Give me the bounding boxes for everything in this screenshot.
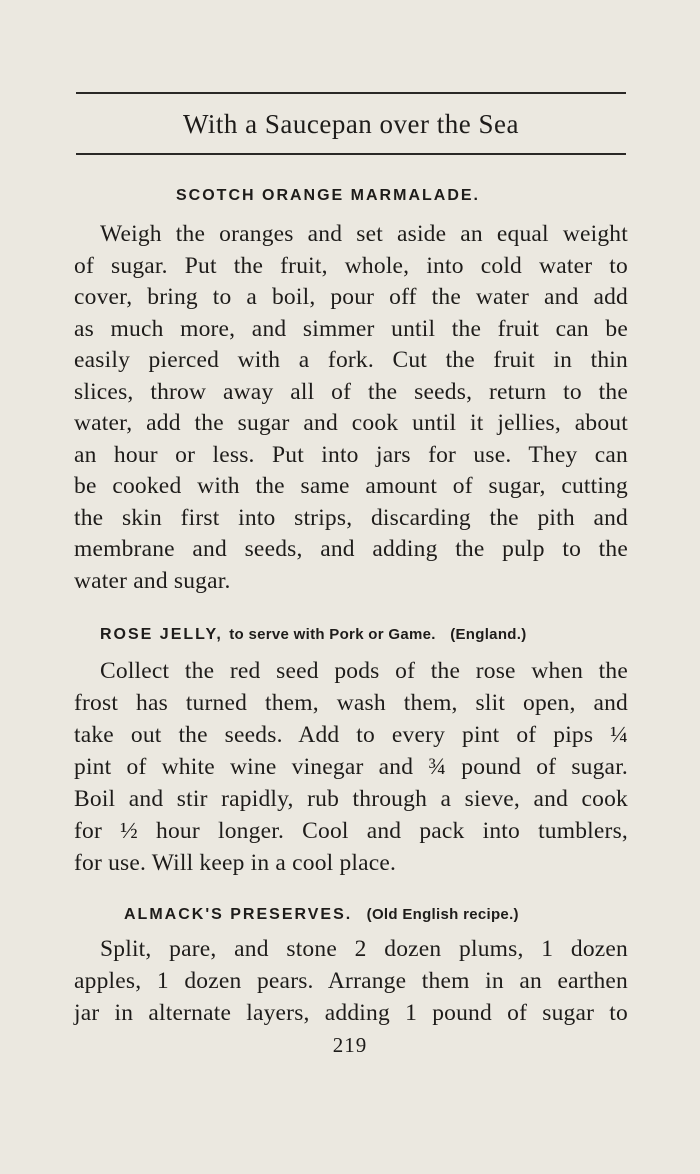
recipe-line: water and sugar. bbox=[74, 567, 231, 594]
recipe-title: SCOTCH ORANGE MARMALADE. bbox=[176, 187, 480, 204]
recipe-line: for use. Will keep in a cool place. bbox=[74, 850, 397, 876]
recipe-heading-scotch-orange-marmalade bbox=[176, 185, 480, 207]
recipe-line: an hour or less. Put into jars for use. They can bbox=[74, 441, 628, 468]
recipe-line: cover, bring to a boil, pour off the water and add bbox=[74, 284, 628, 310]
recipe-line: as much more, and simmer until the fruit can be bbox=[74, 315, 628, 342]
recipe-line: Boil and stir rapidly, rub through a sieve, and cook bbox=[74, 786, 628, 812]
recipe-line: be cooked with the same amount of sugar, cutting bbox=[74, 473, 628, 499]
recipe-origin-note: (Old English recipe.) bbox=[366, 906, 519, 923]
recipe-title: ROSE JELLY, bbox=[100, 626, 223, 643]
recipe-line: easily pierced with a fork. Cut the fruit in thin bbox=[74, 347, 628, 373]
page-number: 219 bbox=[332, 1033, 368, 1057]
recipe-line: take out the seeds. Add to every pint of pips ¼ bbox=[74, 722, 628, 748]
recipe-line: membrane and seeds, and adding the pulp to the bbox=[74, 536, 628, 562]
recipe-line: Collect the red seed pods of the rose when the bbox=[100, 658, 628, 684]
recipe-heading-almacks-preserves bbox=[124, 904, 519, 926]
running-head: With a Saucepan over the Sea bbox=[182, 109, 520, 139]
recipe-line: apples, 1 dozen pears. Arrange them in an earthen bbox=[74, 968, 628, 994]
recipe-line: for ½ hour longer. Cool and pack into tumblers, bbox=[74, 818, 628, 844]
recipe-title: ALMACK'S PRESERVES. bbox=[124, 906, 353, 923]
recipe-line: jar in alternate layers, adding 1 pound of sugar to bbox=[74, 1000, 628, 1026]
recipe-heading-rose-jelly bbox=[100, 624, 527, 646]
recipe-line: water, add the sugar and cook until it jellies, about bbox=[74, 410, 628, 436]
recipe-line: of sugar. Put the fruit, whole, into cold water to bbox=[74, 252, 628, 279]
header-rule-bottom bbox=[76, 153, 626, 155]
recipe-line: slices, throw away all of the seeds, return to the bbox=[74, 378, 628, 405]
recipe-line: the skin first into strips, discarding the pith and bbox=[74, 504, 628, 531]
recipe-line: Split, pare, and stone 2 dozen plums, 1 dozen bbox=[100, 936, 628, 962]
recipe-subtitle: to serve with Pork or Game. bbox=[229, 626, 436, 643]
recipe-line: pint of white wine vinegar and ¾ pound of sugar. bbox=[74, 754, 628, 780]
recipe-line: Weigh the oranges and set aside an equal weight bbox=[100, 221, 628, 247]
header-rule-top bbox=[76, 92, 626, 94]
recipe-origin-note: (England.) bbox=[450, 626, 527, 643]
recipe-line: frost has turned them, wash them, slit open, and bbox=[74, 690, 628, 716]
